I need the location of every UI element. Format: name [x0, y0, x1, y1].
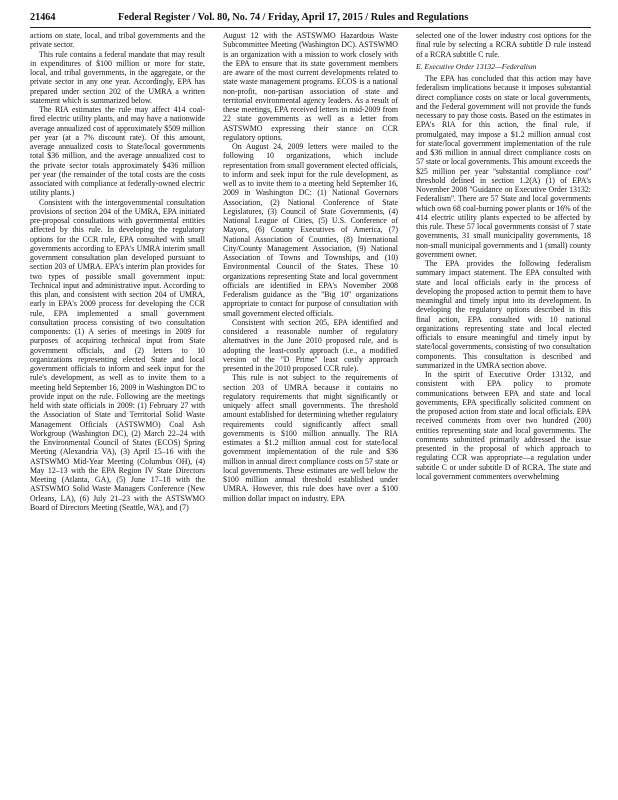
paragraph: Consistent with section 205, EPA identified and considered a reasonable number of regulatory alternatives in the June 2010 proposed rule, and is adopting the least-costly approach (i.e., a modified version of the ''D Prime'' least costly approach presented in the 2010 proposed CCR rule). — [223, 317, 398, 373]
paragraph: The RIA estimates the rule may affect 414 coal-fired electric utility plants, and may have a nationwide average annualized cost of approximately $509 million per year (at a 7% discount rate). Of this amount, average annualized costs to State/local governments total $36 million, and the average annualized cost to the private sector totals approximately $436 million per year (the remainder of the total costs are the costs associated with compliance at federally-owned electric utility plants.) — [30, 105, 205, 198]
section-heading: E. Executive Order 13132—Federalism — [416, 61, 537, 71]
paragraph: August 12 with the ASTSWMO Hazardous Waste Subcommittee Meeting (Washington DC). ASTSWMO is an organization with a mission to work closely with the EPA to ensure that its state government members are aware of the most current developments related to state waste management programs. ECOS is a national non-profit, non-partisan association of state and territorial environmental agency leaders. As a result of these meetings, EPA received letters in mid-2009 from 22 state governments as well as a letter from ASTSWMO expressing their stance on CCR regulatory options. — [223, 31, 398, 142]
paragraph: The EPA has concluded that this action may have federalism implications because it imposes substantial direct compliance costs on state or local governments, and the Federal government will not provide the funds necessary to pay those costs. Based on the estimates in EPA's RIA for this action, the final rule, if promulgated, may impose a $1.2 million annual cost for state/local government implementation of the rule and $36 million in annual direct compliance costs on 57 state or local governments. This amount exceeds the $25 million per year ''substantial compliance cost'' threshold defined in section 1.2(A) (1) of EPA's November 2008 ''Guidance on Executive Order 13132: Federalism''. There are 57 State and local governments which own 68 coal-burning power plants or 16% of the 414 electric utility plants expected to be affected by this rule. These 57 local governments consist of 7 state governments, 31 small municipality governments, 18 non-small municipal governments and 1 (small) county government owner. — [416, 74, 591, 259]
paragraph: This rule is not subject to the requirements of section 203 of UMRA because it contains no regulatory requirements that might significantly or uniquely affect small governments. The threshold amount established for determining whether regulatory requirements could significantly affect small governments is $100 million annually. The RIA estimates a $1.2 million annual cost for state/local government implementation of the rule and $36 million in annual direct compliance costs on 57 state or local governments. These estimates are well below the $100 million annual threshold established under UMRA. However, this rule does have over a $100 million dollar impact on industry. EPA — [223, 373, 398, 503]
paragraph: In the spirit of Executive Order 13132, and consistent with EPA policy to promote communications between EPA and state and local governments, EPA specifically solicited comment on the proposed action from state and local officials. EPA received comments from over two hundred (200) entities representing state and local governments. The comments submitted primarily addressed the issue presented in the proposal of which approach to regulating CCR was appropriate—a regulation under subtitle C or under subtitle D of RCRA. The state and local government commenters overwhelming — [416, 370, 591, 481]
paragraph: The EPA provides the following federalism summary impact statement. The EPA consulted with state and local officials early in the process of developing the proposed action to permit them to have meaningful and timely input into its development. In developing the regulatory options described in this final action, EPA consulted with 10 national organizations representing state and local elected officials to ensure meaningful and timely input by state/local governments, consisting of two consultation components. This consultation is described and summarized in the UMRA section above. — [416, 259, 591, 370]
paragraph: actions on state, local, and tribal governments and the private sector. — [30, 31, 205, 50]
text-column-2 — [223, 31, 398, 503]
header-rule — [30, 27, 591, 28]
paragraph: This rule contains a federal mandate that may result in expenditures of $100 million or more for state, local, and tribal governments, in the aggregate, or the private sector in any one year. Accordingly, EPA has prepared under section 202 of the UMRA a written statement which is summarized below. — [30, 49, 205, 105]
page-header — [30, 12, 590, 26]
paragraph: selected one of the lower industry cost options for the final rule by selecting a RCRA subtitle D rule instead of a RCRA subtitle C rule. — [416, 31, 591, 59]
paragraph: Consistent with the intergovernmental consultation provisions of section 204 of the UMRA, EPA initiated pre-proposal consultations with governmental entities affected by this rule. In developing the regulatory options for the CCR rule, EPA consulted with small governments according to EPA's UMRA interim small government consultation plan developed pursuant to section 203 of UMRA. EPA's interim plan provides for two types of possible small government input: Technical input and administrative input. According to this plan, and consistent with section 204 of UMRA, early in EPA's 2009 process for developing the CCR rule, EPA implemented a small government consultation process consisting of two consultation components: (1) A series of meetings in 2009 for purposes of acquiring technical input from State government officials, and (2) letters to 10 organizations representing elected State and local government officials to inform and seek input for the rule's development, as well as to invite them to a meeting held September 16, 2009 in Washington DC to provide input on the rule. Following are the meetings held with state officials in 2009: (1) February 27 with the Association of State and Territorial Solid Waste Management Officials (ASTSWMO) Coal Ash Workgroup (Washington DC), (2) March 22–24 with the Environmental Council of States (ECOS) Spring Meeting (Alexandria VA), (3) April 15–16 with the ASTSWMO Mid-Year Meeting (Columbus OH), (4) May 12–13 with the EPA Region IV State Directors Meeting (Atlanta, GA), (5) June 17–18 with the ASTSWMO Solid Waste Managers Conference (New Orleans, LA), (6) July 21–23 with the ASTSWMO Board of Directors Meeting (Seattle, WA), and (7) — [30, 197, 205, 512]
publication-line: Federal Register / Vol. 80, No. 74 / Friday, April 17, 2015 / Rules and Regulations — [118, 12, 469, 23]
text-column-1 — [30, 31, 205, 512]
paragraph: On August 24, 2009 letters were mailed to the following 10 organizations, which include representation from small government elected officials, to inform and seek input for the rule development, as well as to invite them to a meeting held September 16, 2009 in Washington DC: (1) National Governors Association, (2) National Conference of State Legislatures, (3) Council of State Governments, (4) National League of Cities, (5) U.S. Conference of Mayors, (6) County Executives of America, (7) National Association of Counties, (8) International City/County Management Association, (9) National Association of Towns and Townships, and (10) Environmental Council of the States. These 10 organizations representing State and local government officials are identified in EPA's November 2008 Federalism guidance as the ''Big 10'' organizations appropriate to contact for purpose of consultation with small government elected officials. — [223, 142, 398, 318]
page-number: 21464 — [30, 12, 56, 23]
text-column-3 — [416, 31, 591, 481]
